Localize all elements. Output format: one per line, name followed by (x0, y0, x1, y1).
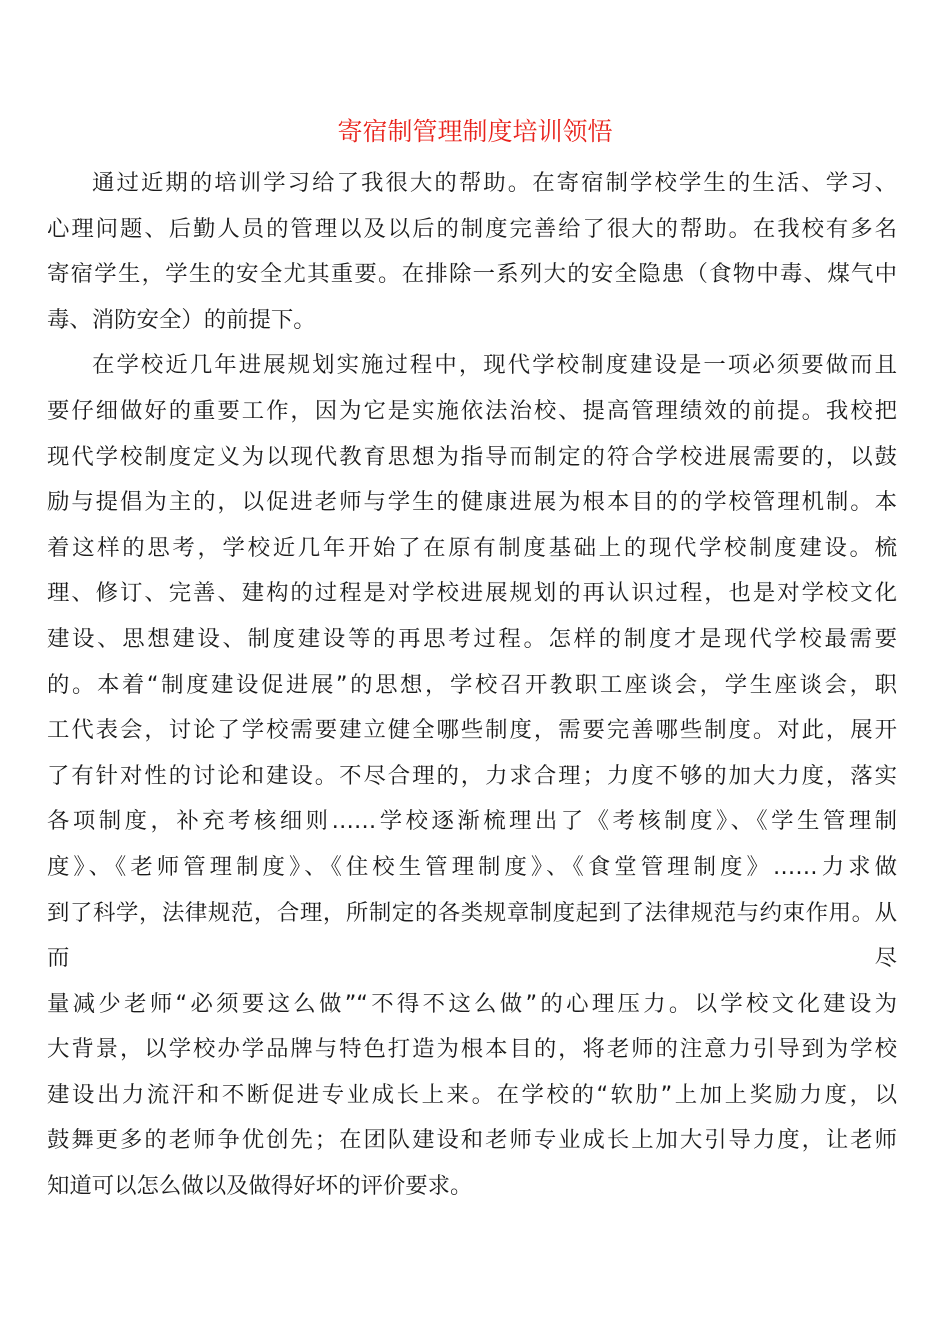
text-line: 度》、《老师管理制度》、《住校生管理制度》、《食堂管理制度》……力求做 (47, 853, 897, 880)
text-line: 心理问题、后勤人员的管理以及以后的制度完善给了很大的帮助。在我校有多名 (47, 215, 897, 242)
text-line: 到了科学，法律规范，合理，所制定的各类规章制度起到了法律规范与约束作用。从 (47, 899, 897, 926)
text-line: 要仔细做好的重要工作，因为它是实施依法治校、提高管理绩效的前提。我校把 (47, 397, 897, 424)
text-line: 着这样的思考，学校近几年开始了在原有制度基础上的现代学校制度建设。梳 (47, 534, 897, 561)
text-line: 大背景，以学校办学品牌与特色打造为根本目的，将老师的注意力引导到为学校 (47, 1036, 897, 1063)
text-line: 知道可以怎么做以及做得好坏的评价要求。 (47, 1173, 473, 1200)
text-line: 建设、思想建设、制度建设等的再思考过程。怎样的制度才是现代学校最需要 (47, 625, 897, 652)
text-line: 工代表会，讨论了学校需要建立健全哪些制度，需要完善哪些制度。对此，展开 (47, 717, 897, 744)
text-line: 励与提倡为主的，以促进老师与学生的健康进展为根本目的的学校管理机制。本 (47, 489, 897, 516)
text-line: 现代学校制度定义为以现代教育思想为指导而制定的符合学校进展需要的，以鼓 (47, 443, 897, 470)
text-line: 通过近期的培训学习给了我很大的帮助。在寄宿制学校学生的生活、学习、 (92, 170, 897, 196)
document-body (47, 161, 897, 1210)
document-title: 寄宿制管理制度培训领悟 (337, 117, 613, 146)
text-line: 各项制度，补充考核细则……学校逐渐梳理出了《考核制度》、《学生管理制 (47, 808, 897, 835)
text-line: 在学校近几年进展规划实施过程中，现代学校制度建设是一项必须要做而且 (92, 352, 897, 379)
text-line: 毒、消防安全）的前提下。 (47, 306, 316, 333)
text-line: 建设出力流汗和不断促进专业成长上来。在学校的“软肋”上加上奖励力度，以 (47, 1081, 897, 1108)
text-line: 的。本着“制度建设促进展”的思想，学校召开教职工座谈会，学生座谈会，职 (47, 671, 897, 698)
text-line: 了有针对性的讨论和建设。不尽合理的，力求合理；力度不够的加大力度，落实 (47, 762, 897, 789)
text-line: 鼓舞更多的老师争优创先；在团队建设和老师专业成长上加大引导力度，让老师 (47, 1127, 897, 1154)
text-line: 理、修订、完善、建构的过程是对学校进展规划的再认识过程，也是对学校文化 (47, 580, 897, 607)
text-line: 量减少老师“必须要这么做”“不得不这么做”的心理压力。以学校文化建设为 (47, 990, 897, 1017)
text-line: 而 尽 (47, 945, 897, 972)
text-line: 寄宿学生，学生的安全尤其重要。在排除一系列大的安全隐患（食物中毒、煤气中 (47, 261, 897, 288)
